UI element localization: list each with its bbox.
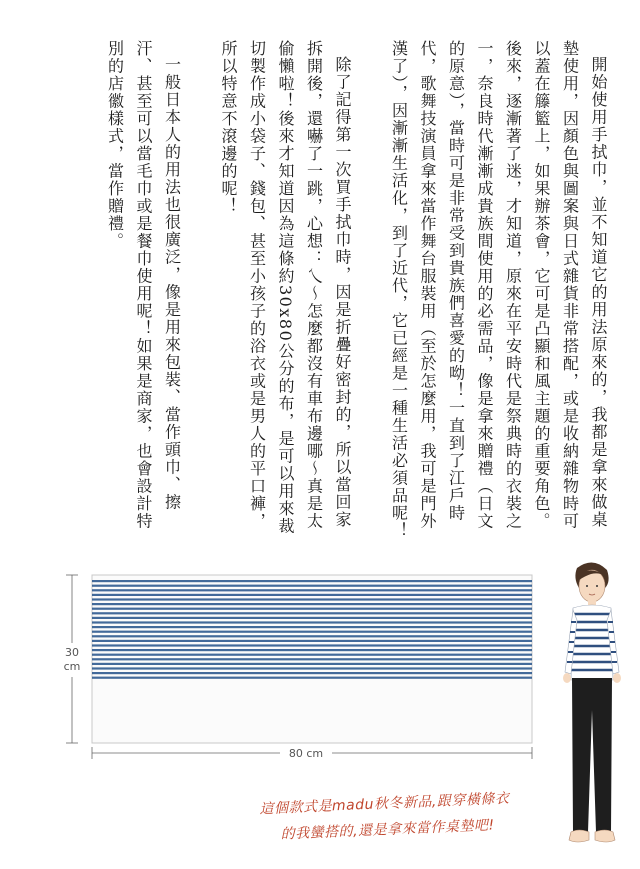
cloth-stripe — [92, 640, 532, 642]
cloth-stripe — [92, 635, 532, 637]
cloth-stripe — [92, 621, 532, 623]
paragraph-3: 一般日本人的用法也很廣泛，像是用來包裝、當作頭巾、擦汗、甚至可以當毛巾或是餐巾使用呢！如果是商家，也會設計特別的店徽樣式，當作贈禮。 — [105, 40, 182, 530]
width-label: 80 cm — [288, 747, 324, 760]
person-illustration — [563, 562, 621, 842]
cloth-stripe — [92, 598, 532, 600]
caption-line-1: 這個款式是madu秋冬新品,跟穿橫條衣 — [259, 790, 510, 818]
cloth-stripe — [92, 594, 532, 596]
cloth-stripe — [92, 608, 532, 610]
cloth-stripe — [92, 589, 532, 591]
cloth-stripe — [92, 626, 532, 628]
cloth-stripe — [92, 654, 532, 656]
caption-line-2: 的我蠻搭的,還是拿來當作桌墊吧! — [280, 817, 495, 843]
article-text — [100, 40, 612, 540]
cloth-stripe — [92, 658, 532, 660]
cloth-stripe — [92, 667, 532, 669]
paragraph-2: 除了記得第一次買手拭巾時，因是折疊好密封的，所以當回家拆開後，還嚇了一跳，心想：乀～怎麼都沒有車布邊哪～真是太偷懶啦！後來才知道因為這條約30x80公分的布，是可以用來裁切製作成小袋子、錢包、甚至小孩子的浴衣或是男人的平口褲，所以特意不滾邊的呢！ — [219, 40, 352, 535]
height-label-unit: cm — [63, 660, 81, 673]
height-label: 30 — [65, 646, 79, 659]
cloth-stripe — [92, 617, 532, 619]
cloth-stripe — [92, 603, 532, 605]
cloth-stripe — [92, 631, 532, 633]
tenugui-cloth — [92, 575, 532, 743]
height-dimension — [58, 575, 86, 743]
cloth-stripe — [92, 644, 532, 646]
cloth-stripe — [92, 672, 532, 674]
cloth-stripe — [92, 580, 532, 582]
cloth-stripe — [92, 612, 532, 614]
cloth-stripe — [92, 585, 532, 587]
width-dimension — [92, 746, 532, 760]
cloth-stripe — [92, 663, 532, 665]
paragraph-1: 開始使用手拭巾，並不知道它的用法原來的，我都是拿來做桌墊使用，因顏色與圖案與日式雜貨非常搭配，或是收納雜物時可以蓋在籐籃上，如果辦茶會，它可是凸顯和風主題的重要角色。後來，逐漸著了迷，才知道，原來在平安時代是祭典時的衣裝之一，奈良時代漸漸成貴族間使用的必需品，像是拿來贈禮（日文的原意），當時可是非常受到貴族們喜愛的呦！一直到了江戶時代，歌舞技演員拿來當作舞台服裝用（至於怎麼用，我可是門外漢了），因漸漸生活化，到了近代，它已經是一種生活必須品呢！ — [389, 40, 608, 540]
cloth-stripe — [92, 649, 532, 651]
cloth-stripe — [92, 677, 532, 679]
